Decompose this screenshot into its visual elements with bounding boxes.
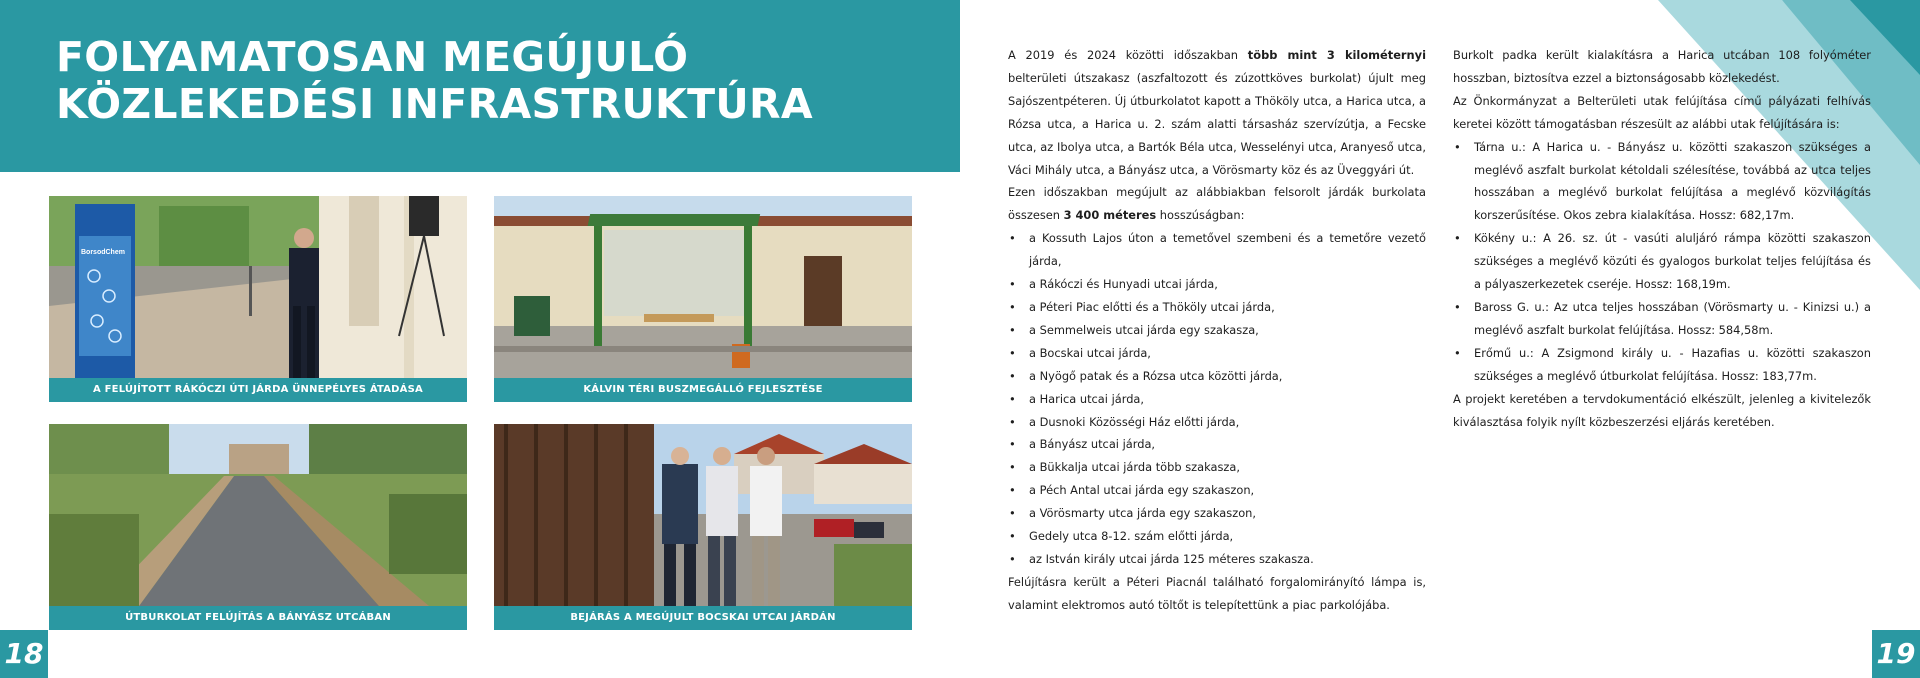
paragraph-traffic-light: Felújításra került a Péteri Piacnál található forgalomirányító lámpa is, valamint elektromos autó töltőt is telepítettünk a piac parkolójába. [1008, 574, 1426, 612]
list-item: • a Kossuth Lajos úton a temetővel szembeni és a temetőre vezető járda, [1008, 227, 1426, 273]
photo-bocskai-image [494, 424, 912, 606]
list-item: • a Semmelweis utcai járda egy szakasza, [1008, 319, 1426, 342]
list-item: • Tárna u.: A Harica u. - Bányász u. közötti szakaszon szükséges a meglévő aszfalt burkolat kétoldali szélesítése, továbbá az utca teljes hosszában a meglévő burkolat felújítása a meglévő közvilágítás korszerűsítése. Okos zebra kialakítása. Hossz: 682,17m. [1453, 136, 1871, 228]
paragraph-roads: A 2019 és 2024 közötti időszakban több mint 3 kilométernyi belterületi útszakasz (aszfaltozott és zúzottköves burkolat) újult meg Sajószentpéteren. Új útburkolatot kapott a Thököly utca, a Harica utca, a Rózsa utca, a Harica u. 2. szám alatti társasház szervízútja, a Fecske utca, az Ibolya utca, a Bartók Béla utca, Wesselényi utca, Aranyeső utca, Váci Mihály utca, a Bányász utca, a Vörösmarty köz és az Üveggyári út. [1008, 48, 1426, 177]
grant-roads-list [1453, 136, 1871, 388]
page-title-line-2: KÖZLEKEDÉSI INFRASTRUKTÚRA [56, 80, 813, 128]
photo-caption: ÚTBURKOLAT FELÚJÍTÁS A BÁNYÁSZ UTCÁBAN [49, 606, 467, 630]
text-column-2 [1453, 44, 1871, 433]
list-item: • a Péteri Piac előtti és a Thököly utcai járda, [1008, 296, 1426, 319]
list-item: • a Péch Antal utcai járda egy szakaszon, [1008, 479, 1426, 502]
list-item: • Erőmű u.: A Zsigmond király u. - Hazafias u. közötti szakaszon szükséges a meglévő útburkolat felújítása. Hossz: 183,77m. [1453, 342, 1871, 388]
paragraph-curb: Burkolt padka került kialakításra a Harica utcában 108 folyóméter hosszban, biztosítva ezzel a biztonságosabb közlekedést. [1453, 48, 1871, 85]
photo-caption: KÁLVIN TÉRI BUSZMEGÁLLÓ FEJLESZTÉSE [494, 378, 912, 402]
photo-caption: BEJÁRÁS A MEGÚJULT BOCSKAI UTCAI JÁRDÁN [494, 606, 912, 630]
photo-rakoczi-image [49, 196, 467, 378]
page-title [56, 34, 936, 128]
photo-bocskai-walk [494, 424, 912, 630]
list-item: • a Vörösmarty utca járda egy szakaszon, [1008, 502, 1426, 525]
photo-caption: A FELÚJÍTOTT RÁKÓCZI ÚTI JÁRDA ÜNNEPÉLYES ÁTADÁSA [49, 378, 467, 402]
list-item: • a Bükkalja utcai járda több szakasza, [1008, 456, 1426, 479]
text-column-1 [1008, 44, 1426, 617]
paragraph-sidewalks: Ezen időszakban megújult az alábbiakban felsorolt járdák burkolata összesen 3 400 méteres hosszúságban: [1008, 185, 1426, 223]
list-item: • a Dusnoki Közösségi Ház előtti járda, [1008, 411, 1426, 434]
photo-kalvin-bus-stop [494, 196, 912, 402]
list-item: • Kökény u.: A 26. sz. út - vasúti aluljáró rámpa közötti szakaszon szükséges a meglévő közúti és gyalogos burkolat teljes felújítása és a pályaszerkezetek cseréje. Hossz: 168,19m. [1453, 227, 1871, 296]
list-item: • a Harica utcai járda, [1008, 388, 1426, 411]
page-number-left: 18 [0, 630, 48, 678]
photo-rakoczi-handover [49, 196, 467, 402]
page-number-right: 19 [1872, 630, 1920, 678]
photo-banyasz-road [49, 424, 467, 630]
paragraph-grant: Az Önkormányzat a Belterületi utak felújítása című pályázati felhívás keretei között támogatásban részesült az alábbi utak felújítására is: [1453, 93, 1871, 131]
highlight-3400m: 3 400 méteres [1063, 208, 1157, 223]
highlight-3km: több mint 3 kilométernyi [1247, 48, 1426, 62]
list-item: • az István király utcai járda 125 méteres szakasza. [1008, 548, 1426, 571]
list-item: • Baross G. u.: Az utca teljes hosszában (Vörösmarty u. - Kinizsi u.) a meglévő aszfalt burkolat felújítása. Hossz: 584,58m. [1453, 296, 1871, 342]
photo-banyasz-image [49, 424, 467, 606]
page-title-line-1: FOLYAMATOSAN MEGÚJULÓ [56, 33, 689, 81]
photo-banner-brand-text: BorsodChem [81, 249, 125, 256]
list-item: • a Bányász utcai járda, [1008, 433, 1426, 456]
list-item: • Gedely utca 8-12. szám előtti járda, [1008, 525, 1426, 548]
photo-kalvin-image [494, 196, 912, 378]
paragraph-project-status: A projekt keretében a tervdokumentáció elkészült, jelenleg a kivitelezők kiválasztása folyik nyílt közbeszerzési eljárás keretében. [1453, 391, 1871, 429]
list-item: • a Rákóczi és Hunyadi utcai járda, [1008, 273, 1426, 296]
list-item: • a Nyögő patak és a Rózsa utca közötti járda, [1008, 365, 1426, 388]
list-item: • a Bocskai utcai járda, [1008, 342, 1426, 365]
sidewalk-list [1008, 227, 1426, 571]
